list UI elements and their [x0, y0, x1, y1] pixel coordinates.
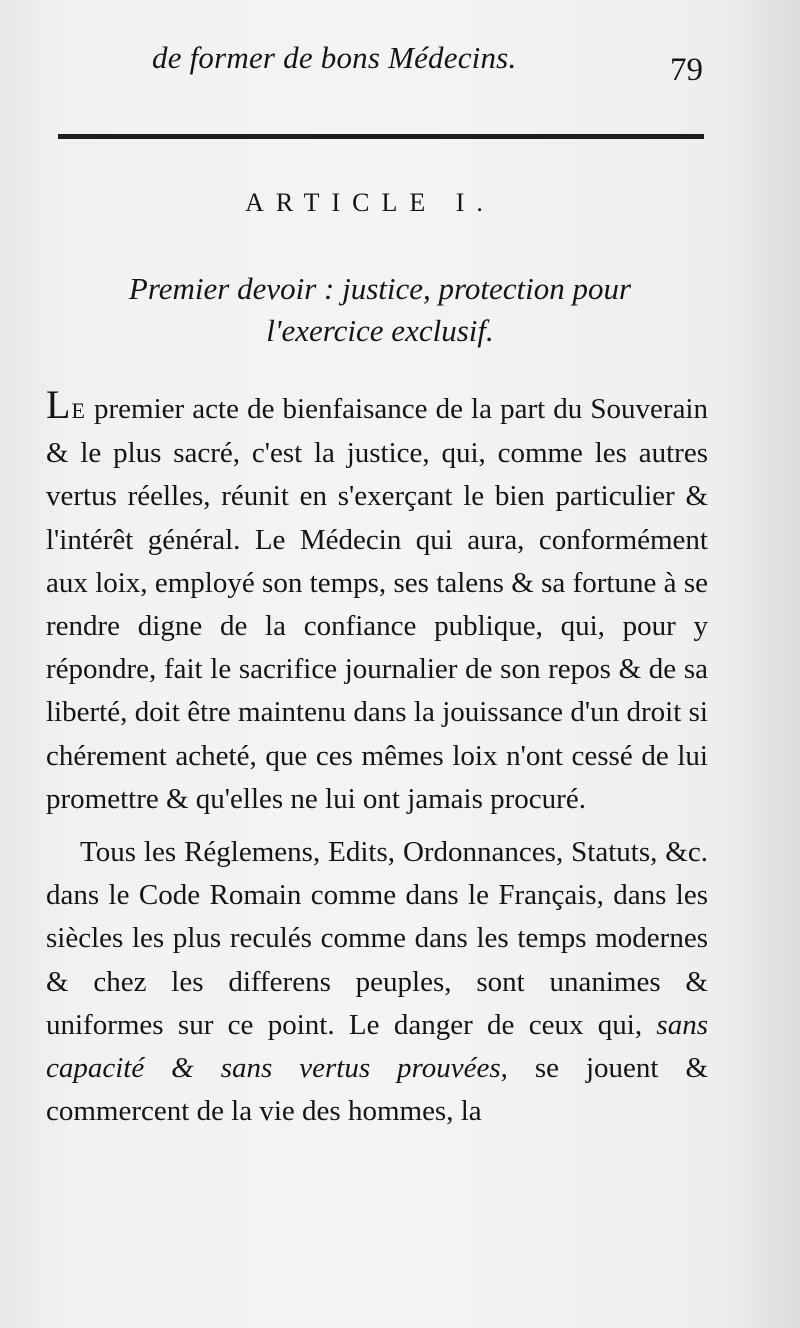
paragraph-2 — [46, 831, 708, 1133]
paragraph-2-italic: sans capacité & sans vertus prouvées — [46, 1008, 708, 1085]
subtitle-line-2: l'exercice exclusif. — [266, 313, 494, 348]
drop-cap: L — [46, 382, 72, 427]
small-cap: E — [71, 398, 86, 423]
subtitle-line-1: Premier devoir : justice, protection pour — [128, 271, 632, 306]
paragraph-2-text-b: , se jouent & commercent de la vie des hommes, la — [46, 1052, 708, 1128]
article-subtitle — [55, 268, 705, 352]
paragraph-1-text: premier acte de bienfaisance de la part du Souverain & le plus sacré, c'est la justice, qui, comme les autres vertus réelles, réunit en s'exerçant le bien particulier & l'intérêt général. Le Médecin qui aura, conformément aux loix, employé son temps, ses talens & sa fortune à se rendre digne de la confiance publique, qui, pour y répondre, fait le sacrifice journalier de son repos & de sa liberté, doit être maintenu dans la jouissance d'un droit si chérement acheté, que ces mêmes loix n'ont cessé de lui promettre & qu'elles ne lui ont jamais procuré. — [46, 393, 708, 815]
header-rule — [58, 134, 704, 139]
paragraph-2-text-a: Tous les Réglemens, Edits, Ordonnances, Statuts, &c. dans le Code Romain comme dans le Français, dans les siècles les plus reculés comme dans les temps modernes & chez les differens peuples, sont unanimes & uniformes sur ce point. Le danger de ceux qui, — [46, 836, 708, 1041]
paragraph-1 — [46, 382, 708, 821]
page-number: 79 — [670, 52, 703, 88]
running-title: de former de bons Médecins. — [152, 40, 517, 75]
article-heading: ARTICLE I. — [245, 188, 495, 217]
body-text — [46, 382, 708, 1133]
